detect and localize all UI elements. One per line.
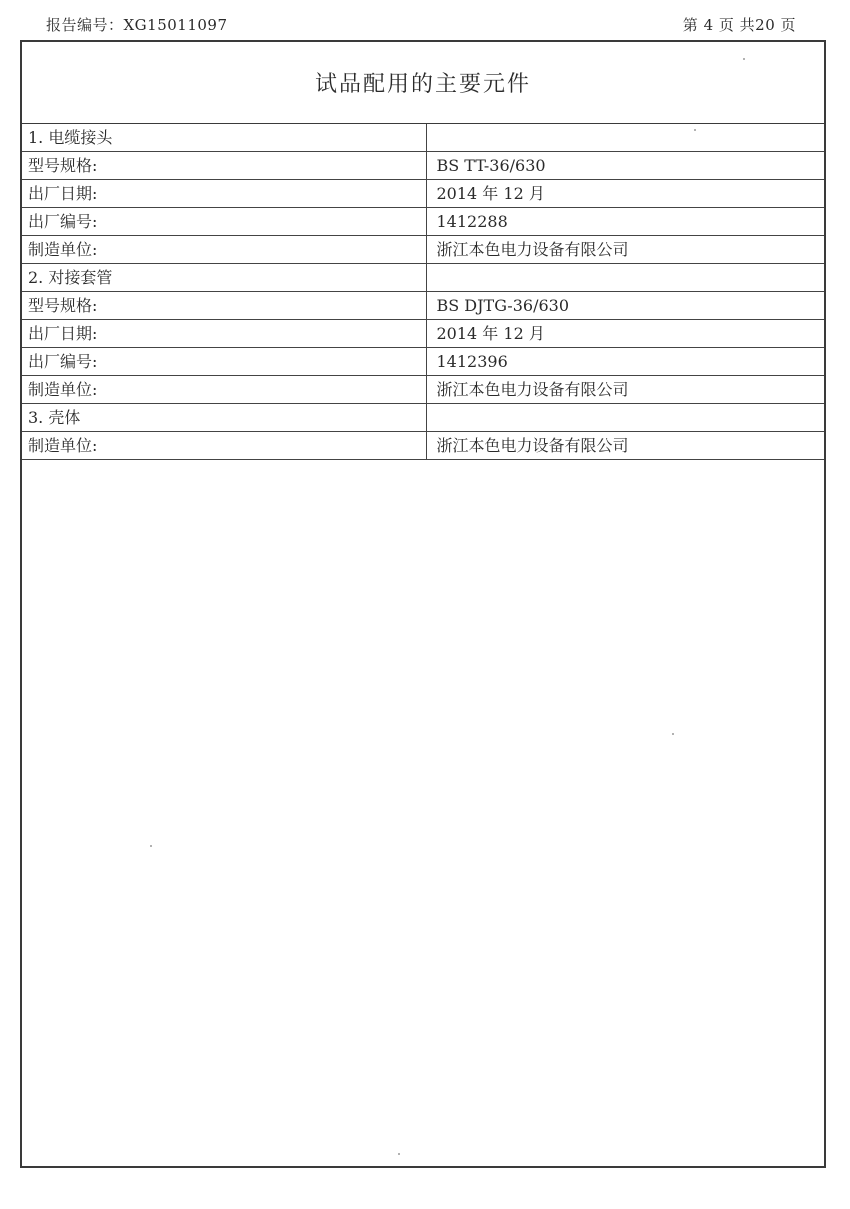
row-label: 2. 对接套管 [22, 264, 426, 292]
table-row [22, 124, 824, 152]
table-row [22, 152, 824, 180]
row-label: 出厂日期: [22, 320, 426, 348]
table-row [22, 320, 824, 348]
row-label: 1. 电缆接头 [22, 124, 426, 152]
row-value: BS TT-36/630 [426, 152, 824, 180]
row-value: 浙江本色电力设备有限公司 [426, 236, 824, 264]
table-row [22, 376, 824, 404]
scan-speck [672, 733, 674, 735]
row-label: 出厂日期: [22, 180, 426, 208]
row-value: 1412288 [426, 208, 824, 236]
row-label: 制造单位: [22, 432, 426, 460]
table-row [22, 432, 824, 460]
scan-speck [398, 1153, 400, 1155]
row-label: 3. 壳体 [22, 404, 426, 432]
page-header [0, 12, 850, 36]
table-row [22, 180, 824, 208]
table-row [22, 208, 824, 236]
table-row [22, 292, 824, 320]
row-value: 浙江本色电力设备有限公司 [426, 376, 824, 404]
row-value: 浙江本色电力设备有限公司 [426, 432, 824, 460]
table-row [22, 264, 824, 292]
row-label: 制造单位: [22, 376, 426, 404]
row-label: 出厂编号: [22, 348, 426, 376]
row-value [426, 124, 824, 152]
row-value: 1412396 [426, 348, 824, 376]
row-label: 型号规格: [22, 292, 426, 320]
row-value: BS DJTG-36/630 [426, 292, 824, 320]
document-frame [20, 40, 826, 1168]
scan-speck [743, 58, 745, 60]
scan-speck [694, 129, 696, 131]
scan-speck [150, 845, 152, 847]
row-value: 2014 年 12 月 [426, 320, 824, 348]
row-value [426, 264, 824, 292]
table-row [22, 348, 824, 376]
report-number: 报告编号：XG15011097 [46, 16, 228, 34]
document-title: 试品配用的主要元件 [22, 42, 824, 124]
row-value: 2014 年 12 月 [426, 180, 824, 208]
table-row [22, 236, 824, 264]
row-label: 制造单位: [22, 236, 426, 264]
components-table [22, 124, 824, 460]
table-row [22, 404, 824, 432]
row-label: 出厂编号: [22, 208, 426, 236]
row-label: 型号规格: [22, 152, 426, 180]
row-value [426, 404, 824, 432]
page-count: 第 4 页 共20 页 [682, 16, 796, 34]
